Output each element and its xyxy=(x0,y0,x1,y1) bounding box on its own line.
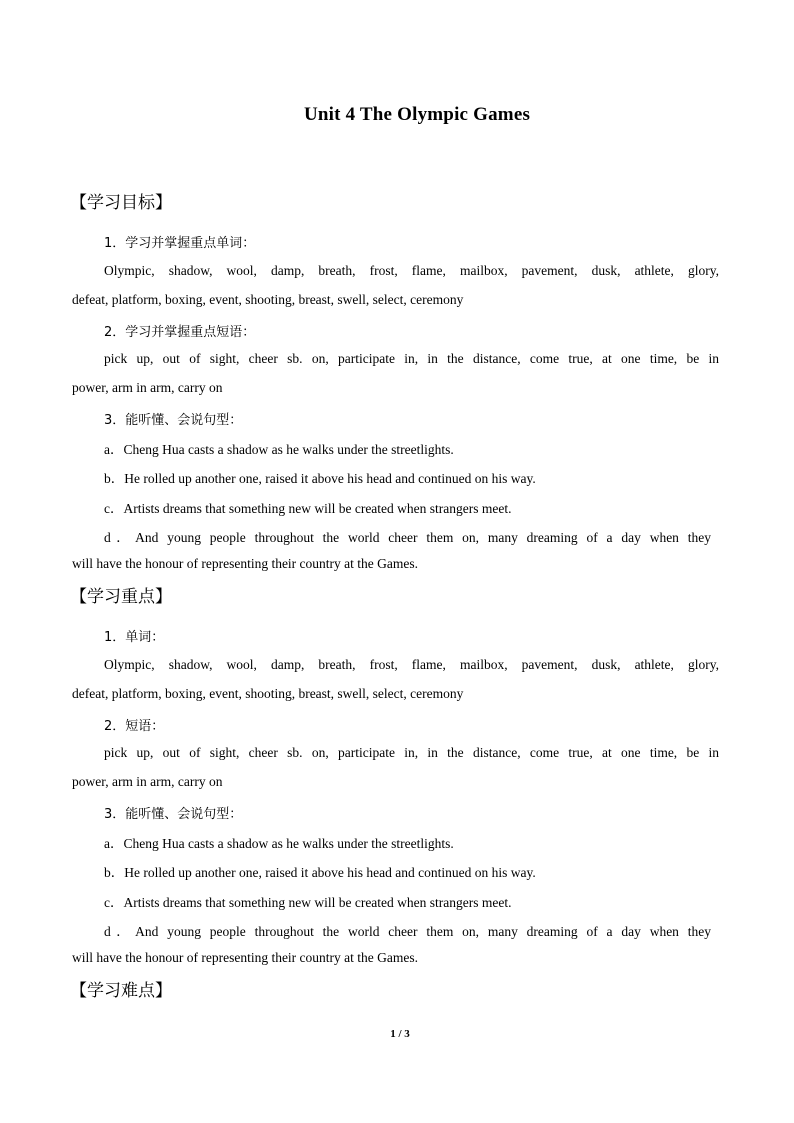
sentence-line: b．He rolled up another one, raised it above his head and continued on his way. xyxy=(104,865,536,880)
section-heading-key-points: 【学习重点】 xyxy=(70,587,172,607)
section-heading-objectives: 【学习目标】 xyxy=(70,193,172,213)
item-label: 1．单词： xyxy=(104,630,165,645)
item-label: 3．能听懂、会说句型： xyxy=(104,413,243,428)
sentence-line: a．Cheng Hua casts a shadow as he walks under the streetlights. xyxy=(104,442,454,457)
phrase-line: power, arm in arm, carry on xyxy=(72,774,223,789)
sentence-line: c．Artists dreams that something new will be created when strangers meet. xyxy=(104,501,512,516)
vocab-line: defeat, platform, boxing, event, shooting, breast, swell, select, ceremony xyxy=(72,292,464,307)
page-title: Unit 4 The Olympic Games xyxy=(303,104,531,125)
item-label: 3．能听懂、会说句型： xyxy=(104,807,243,822)
section-heading-difficulties: 【学习难点】 xyxy=(70,981,172,1001)
item-label: 2．短语： xyxy=(104,719,165,734)
vocab-line: Olympic, shadow, wool, damp, breath, frost, flame, mailbox, pavement, dusk, athlete, glory, xyxy=(104,263,719,278)
item-label: 1．学习并掌握重点单词： xyxy=(104,236,256,251)
phrase-line: power, arm in arm, carry on xyxy=(72,380,223,395)
sentence-line: c．Artists dreams that something new will be created when strangers meet. xyxy=(104,895,512,910)
sentence-line: d．And young people throughout the world cheer them on, many dreaming of a day when they xyxy=(104,924,711,939)
item-label: 2．学习并掌握重点短语： xyxy=(104,325,256,340)
sentence-line: d．And young people throughout the world cheer them on, many dreaming of a day when they xyxy=(104,530,711,545)
phrase-line: pick up, out of sight, cheer sb. on, participate in, in the distance, come true, at one time, be in xyxy=(104,745,719,760)
vocab-line: Olympic, shadow, wool, damp, breath, frost, flame, mailbox, pavement, dusk, athlete, glory, xyxy=(104,657,719,672)
vocab-line: defeat, platform, boxing, event, shooting, breast, swell, select, ceremony xyxy=(72,686,464,701)
sentence-line: will have the honour of representing their country at the Games. xyxy=(72,950,419,965)
sentence-line: a．Cheng Hua casts a shadow as he walks under the streetlights. xyxy=(104,836,454,851)
page-number: 1 / 3 xyxy=(390,1028,410,1040)
phrase-line: pick up, out of sight, cheer sb. on, participate in, in the distance, come true, at one time, be in xyxy=(104,351,719,366)
sentence-line: b．He rolled up another one, raised it above his head and continued on his way. xyxy=(104,471,536,486)
sentence-line: will have the honour of representing their country at the Games. xyxy=(72,556,419,571)
